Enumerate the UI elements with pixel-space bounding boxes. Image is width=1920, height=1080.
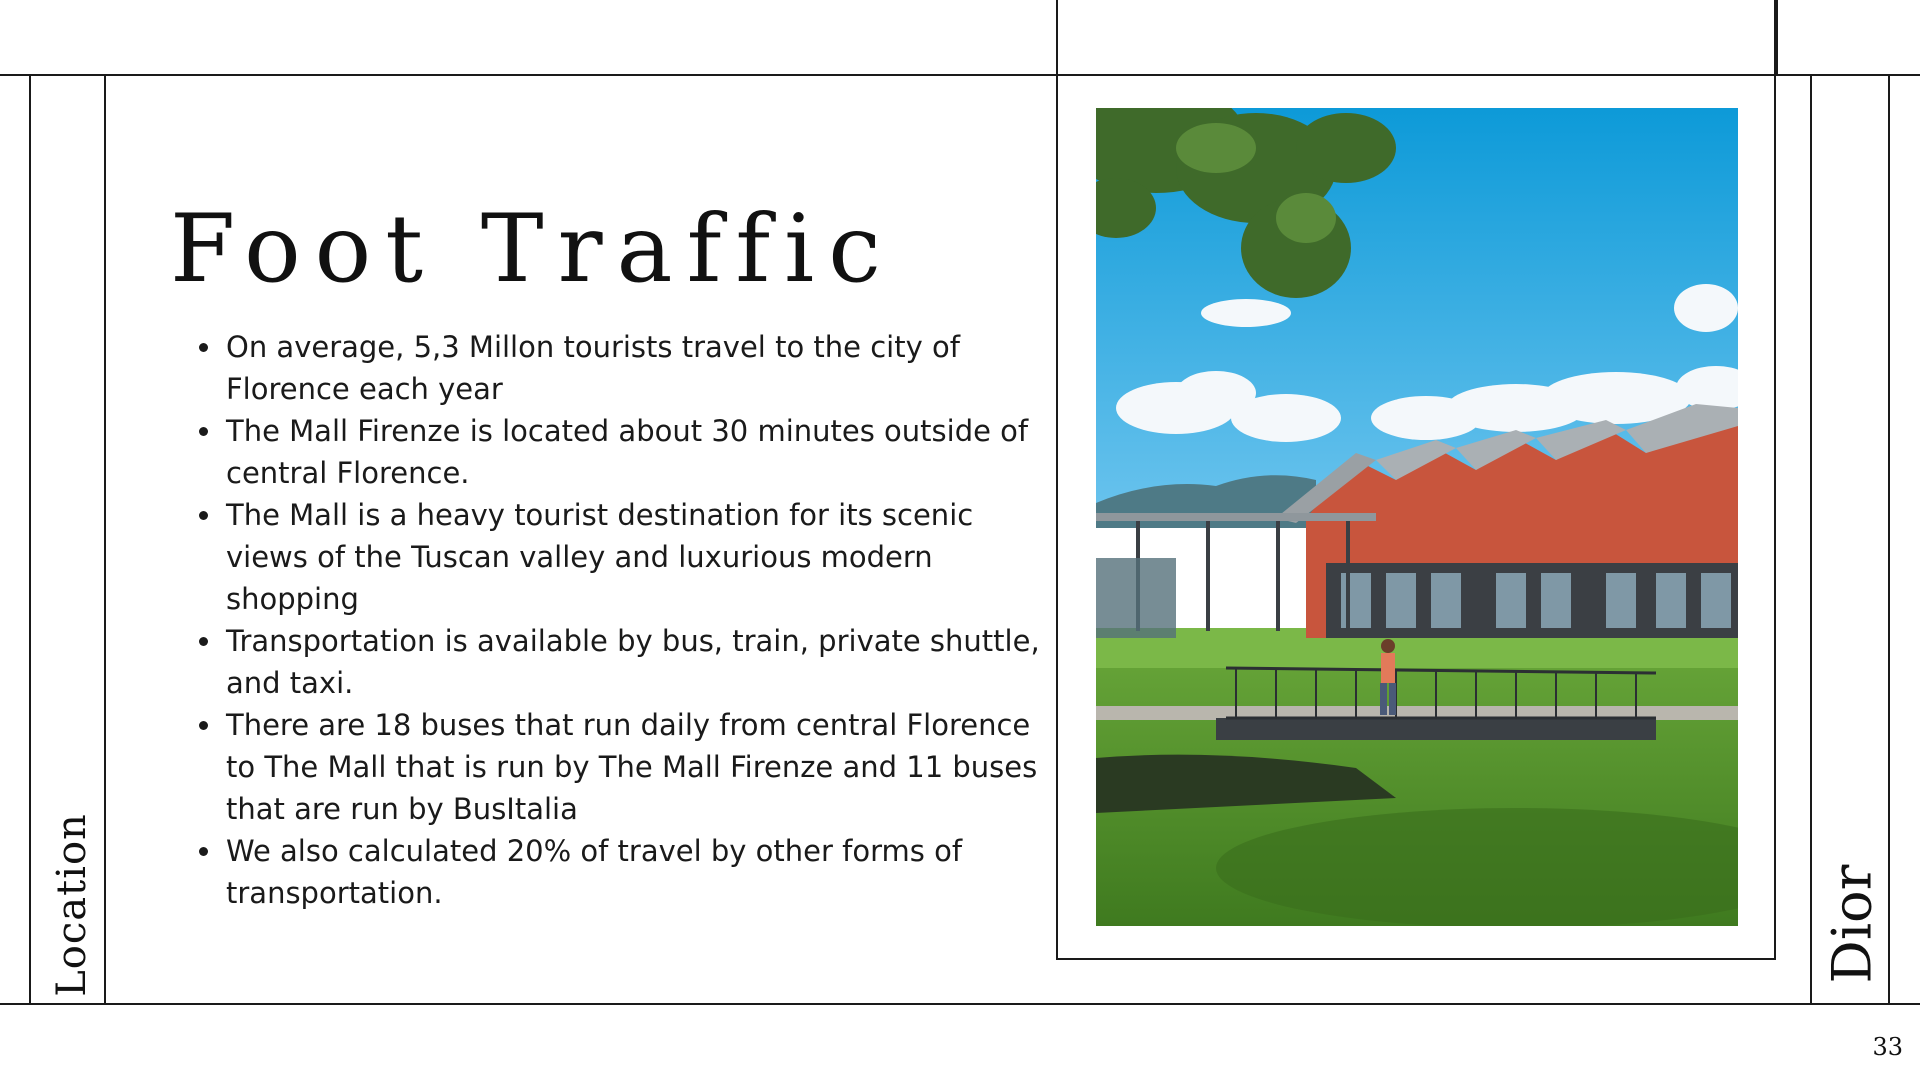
photo-frame-right-top bbox=[1776, 0, 1778, 74]
bullet-item: • The Mall is a heavy tourist destination for its scenic views of the Tuscan valley and luxurious modern shopping bbox=[224, 494, 1044, 620]
bullet-item: • On average, 5,3 Millon tourists travel to the city of Florence each year bbox=[224, 326, 1044, 410]
bullet-item: • There are 18 buses that run daily from central Florence to The Mall that is run by The Mall Firenze and 11 buses that are run by BusItalia bbox=[224, 704, 1044, 830]
right-rail-inner bbox=[1810, 74, 1812, 1005]
bottom-rule bbox=[0, 1003, 1920, 1005]
page-title: Foot Traffic bbox=[170, 195, 895, 304]
mall-photo bbox=[1096, 108, 1738, 926]
bullet-list bbox=[188, 326, 1044, 914]
left-rail-outer bbox=[29, 74, 31, 1005]
brand-logo-text: Dior bbox=[1820, 864, 1884, 984]
bullet-item: • The Mall Firenze is located about 30 minutes outside of central Florence. bbox=[224, 410, 1044, 494]
page-number: 33 bbox=[1872, 1033, 1903, 1061]
left-rail-inner bbox=[104, 74, 106, 1005]
bullet-item: • We also calculated 20% of travel by other forms of transportation. bbox=[224, 830, 1044, 914]
bullet-item: • Transportation is available by bus, train, private shuttle, and taxi. bbox=[224, 620, 1044, 704]
side-section-label: Location bbox=[49, 813, 95, 997]
right-rail-outer bbox=[1888, 74, 1890, 1005]
mall-photo-illustration bbox=[1096, 108, 1738, 926]
